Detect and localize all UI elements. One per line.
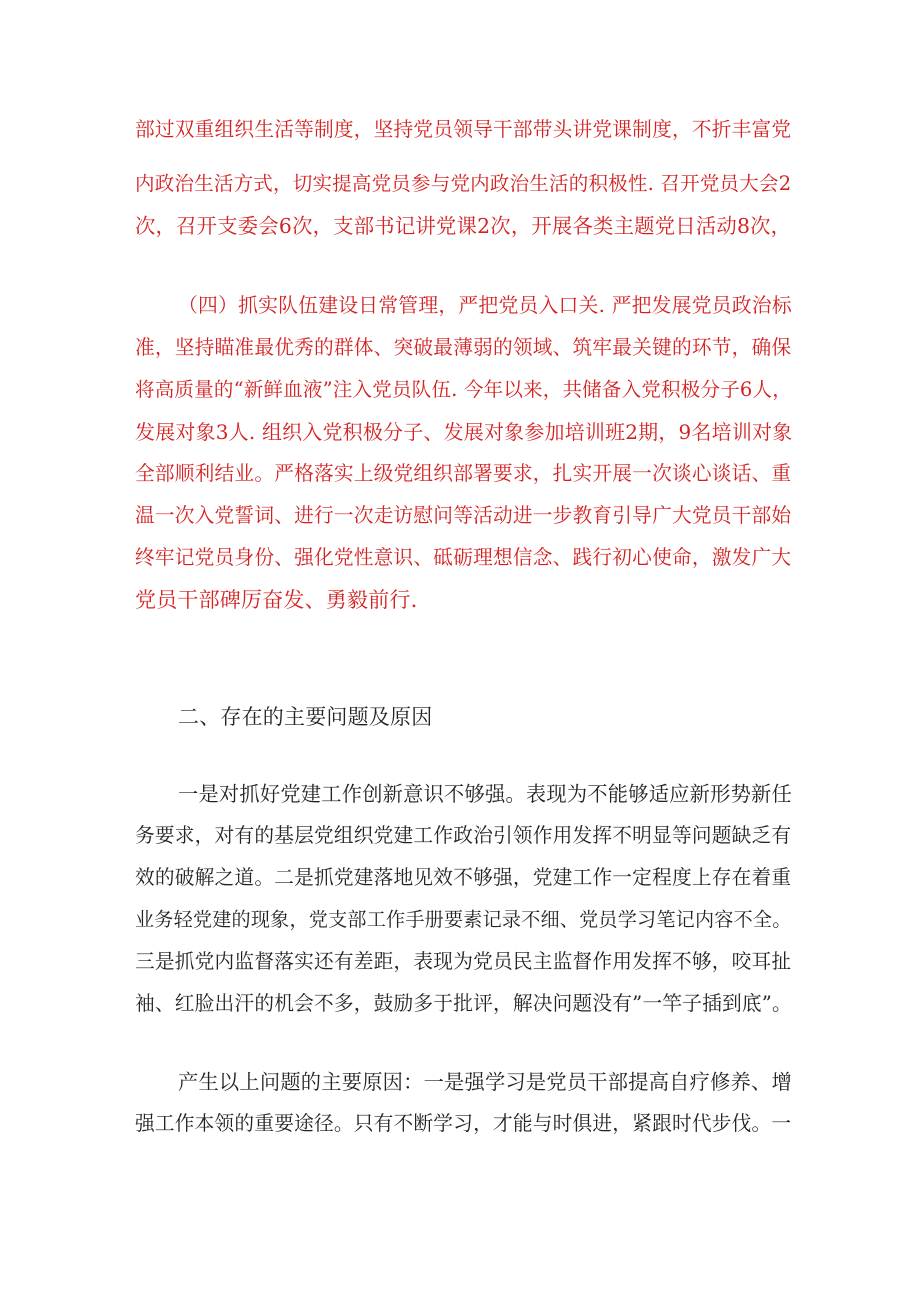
paragraph-line: 发展对象3人. 组织入党积极分子、发展对象参加培训班2期，9名培训对象 [135, 420, 793, 444]
paragraph-line: 次，召开支委会6次，支部书记讲党课2次，开展各类主题党日活动8次， [135, 214, 792, 238]
paragraph-line: 业务轻党建的现象，党支部工作手册要素记录不细、党员学习笔记内容不全。 [135, 908, 792, 931]
paragraph-line: 袖、红脸出汗的机会不多，鼓励多于批评，解决问题没有”一竿子插到底”。 [135, 992, 792, 1015]
paragraph-line: 效的破解之道。二是抓党建落地见效不够强，党建工作一定程度上存在着重 [135, 866, 792, 889]
paragraph-line: 三是抓党内监督落实还有差距，表现为党员民主监督作用发挥不够，咬耳扯 [135, 950, 792, 973]
paragraph-line: 全部顺利结业。严格落实上级党组织部署要求，扎实开展一次谈心谈话、重 [135, 462, 792, 485]
paragraph-line: 准，坚持瞄准最优秀的群体、突破最薄弱的领域、筑牢最关键的环节，确保 [135, 336, 792, 359]
paragraph-line: 温一次入党誓词、进行一次走访慰问等活动进一步教育引导广大党员干部始 [135, 504, 792, 527]
paragraph-line: 务要求，对有的基层党组织党建工作政治引领作用发挥不明显等问题缺乏有 [135, 824, 792, 847]
paragraph-line: 强工作本领的重要途径。只有不断学习，才能与时俱进，紧跟时代步伐。一 [135, 1112, 792, 1135]
paragraph-line: 将高质量的“新鲜血液”注入党员队伍. 今年以来，共储备入党积极分子6人， [135, 378, 792, 401]
paragraph-line: 部过双重组织生活等制度，坚持党员领导干部带头讲党课制度，不折丰富党 [135, 118, 792, 141]
paragraph-line: 一是对抓好党建工作创新意识不够强。表现为不能够适应新形势新任 [178, 782, 792, 806]
paragraph-line: （四）抓实队伍建设日常管理，严把党员入口关. 严把发展党员政治标 [178, 294, 792, 317]
paragraph-line: 产生以上问题的主要原因：一是强学习是党员干部提高自疗修养、增 [178, 1070, 792, 1094]
paragraph-line: 党员干部碑厉奋发、勇毅前行. [135, 588, 418, 612]
section-heading: 二、存在的主要问题及原因 [178, 705, 433, 729]
paragraph-line: 内政治生活方式，切实提高党员参与党内政治生活的积极性. 召开党员大会2 [135, 172, 792, 195]
paragraph-line: 终牢记党员身份、强化党性意识、砥砺理想信念、践行初心使命，激发广大 [135, 546, 792, 569]
